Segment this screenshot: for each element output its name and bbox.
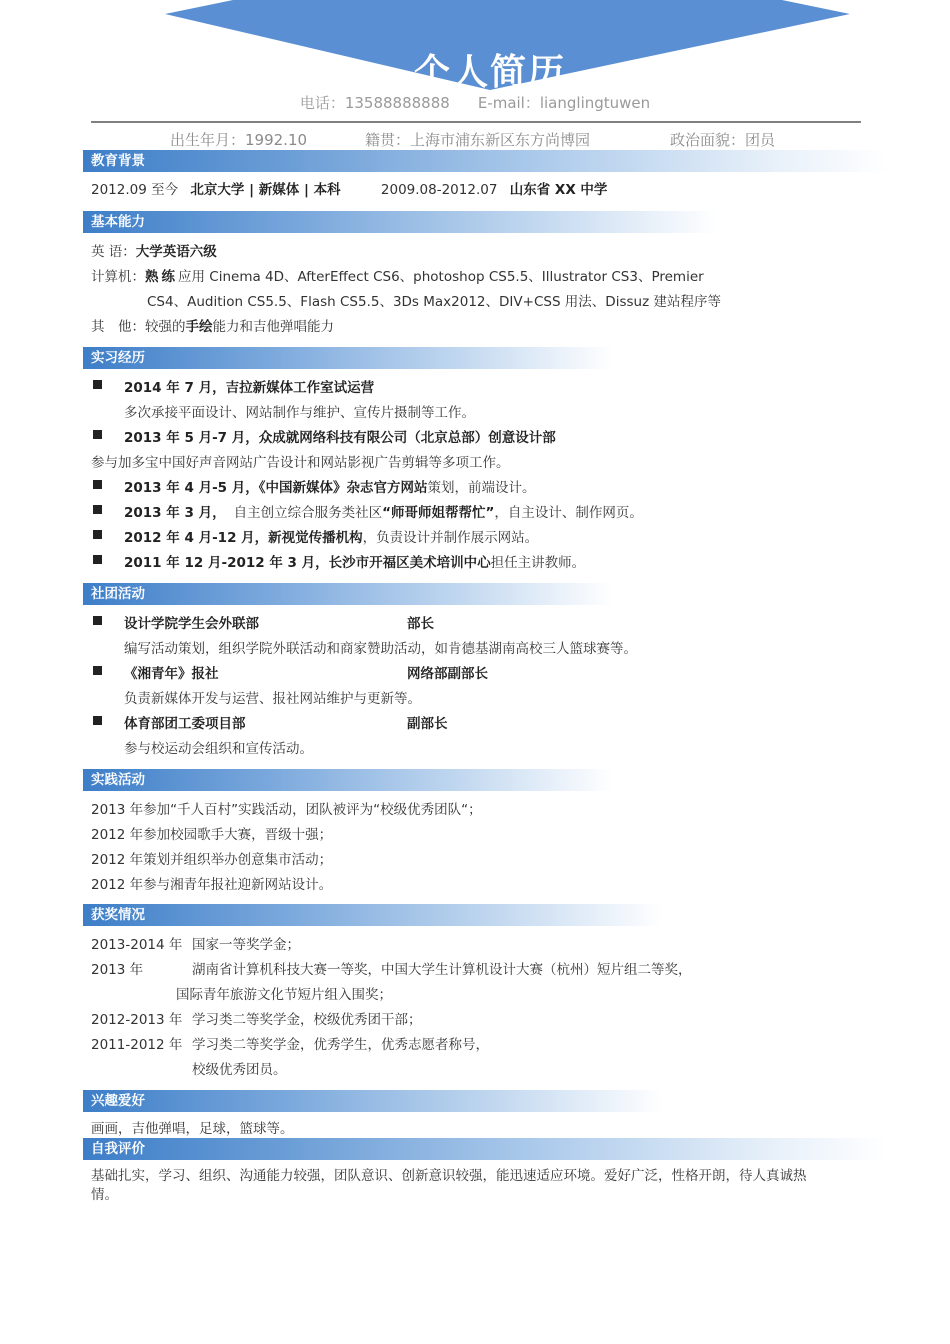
section-heading-skills: 基本能力: [83, 211, 718, 233]
award-3-year: 2012-2013 年: [91, 1012, 183, 1028]
internship-3-bold: 2013 年 4 月-5 月，《中国新媒体》杂志官方网站: [124, 480, 428, 496]
skill-computer-line2: CS4、Audition CS5.5、Flash CS5.5、3Ds Max2012、DIV+CSS 用法、Dissuz 建站程序等: [147, 294, 721, 310]
award-2-year: 2013 年: [91, 962, 144, 978]
education-2-date: 2009.08-2012.07: [380, 182, 498, 198]
internship-6: [124, 551, 585, 571]
education-2-school: 山东省 XX 中学: [509, 182, 608, 198]
practice-4: 2012 年参与湘青年报社迎新网站设计。: [91, 877, 333, 893]
club-3-org: 体育部团工委项目部: [124, 716, 246, 732]
internship-4: [124, 501, 643, 521]
club-3-desc: 参与校运动会组织和宣传活动。: [124, 741, 313, 757]
birth-date: 出生年月：1992.10: [170, 131, 308, 149]
bullet-icon: [93, 480, 102, 489]
skill-other: [91, 315, 334, 335]
skill-computer-bold: 熟练: [145, 269, 178, 285]
hobbies-text: 画画，吉他弹唱，足球，篮球等。: [91, 1121, 294, 1137]
education-1-date: 2012.09 至今: [91, 182, 179, 198]
skill-other-post: 能力和吉他弹唱能力: [212, 319, 334, 335]
club-3-role: 副部长: [407, 716, 448, 732]
phone-text: 电话：13588888888: [299, 94, 450, 112]
section-heading-internship: 实习经历: [83, 347, 613, 369]
self-eval-line2: 情。: [91, 1187, 118, 1203]
practice-1: 2013 年参加“千人百村”实践活动，团队被评为“校级优秀团队“；: [91, 802, 482, 818]
internship-1-desc: 多次承接平面设计、网站制作与维护、宣传片摄制等工作。: [124, 405, 475, 421]
internship-6-rest: 担任主讲教师。: [490, 555, 586, 571]
skill-other-bold: 手绘: [185, 319, 213, 335]
email-text: E-mail：lianglingtuwen: [477, 94, 651, 112]
internship-3-rest: 策划，前端设计。: [427, 480, 536, 496]
education-row: [91, 178, 607, 198]
bullet-icon: [93, 616, 102, 625]
internship-4-bold2: “师哥师姐帮帮忙”: [382, 505, 495, 521]
self-eval-line1: 基础扎实，学习、组织、沟通能力较强，团队意识、创新意识较强，能迅速适应环境。爱好广泛，性格开朗，待人真诚热: [91, 1168, 807, 1184]
award-3-text: 学习类二等奖学金，校级优秀团干部；: [192, 1012, 422, 1028]
award-2-text2: 国际青年旅游文化节短片组入围奖；: [176, 987, 392, 1003]
practice-3: 2012 年策划并组织举办创意集市活动；: [91, 852, 333, 868]
bullet-icon: [93, 380, 102, 389]
award-1-text: 国家一等奖学金；: [192, 937, 300, 953]
internship-4-mid: 自主创立综合服务类社区: [233, 505, 383, 521]
internship-4-rest: ，自主设计、制作网页。: [494, 505, 643, 521]
section-heading-hobbies: 兴趣爱好: [83, 1090, 663, 1112]
internship-4-bold: 2013 年 3 月，: [124, 505, 226, 521]
bullet-icon: [93, 530, 102, 539]
internship-5-bold: 2012 年 4 月-12 月，新视觉传播机构: [124, 530, 363, 546]
section-heading-awards: 获奖情况: [83, 904, 663, 926]
award-2-text: 湖南省计算机科技大赛一等奖，中国大学生计算机设计大赛（杭州）短片组二等奖，: [192, 962, 692, 978]
award-4-text: 学习类二等奖学金，优秀学生，优秀志愿者称号，: [192, 1037, 489, 1053]
internship-2-title: 2013 年 5 月-7 月，众成就网络科技有限公司（北京总部）创意设计部: [124, 430, 556, 446]
award-4-text2: 校级优秀团员。: [192, 1062, 287, 1078]
practice-2: 2012 年参加校园歌手大赛，晋级十强；: [91, 827, 333, 843]
internship-6-bold: 2011 年 12 月-2012 年 3 月，长沙市开福区美术培训中心: [124, 555, 491, 571]
education-1-school: 北京大学 | 新媒体 | 本科: [190, 182, 341, 198]
political-status: 政治面貌：团员: [670, 131, 776, 149]
native-place: 籍贯：上海市浦东新区东方尚博园: [365, 131, 591, 149]
internship-2-desc: 参与加多宝中国好声音网站广告设计和网站影视广告剪辑等多项工作。: [91, 455, 510, 471]
club-1-role: 部长: [407, 616, 434, 632]
internship-5: [124, 526, 538, 546]
award-4-year: 2011-2012 年: [91, 1037, 183, 1053]
page-title: 个人简历: [413, 52, 566, 93]
club-2-org: 《湘青年》报社: [124, 666, 219, 682]
internship-3: [124, 476, 536, 496]
club-2-desc: 负责新媒体开发与运营、报社网站维护与更新等。: [124, 691, 421, 707]
section-heading-education: 教育背景: [83, 150, 888, 172]
award-1-year: 2013-2014 年: [91, 937, 183, 953]
skill-other-label: 其 他：: [91, 319, 145, 335]
header-divider: [91, 121, 861, 123]
internship-1-title: 2014 年 7 月，吉拉新媒体工作室试运营: [124, 380, 375, 396]
skill-other-pre: 较强的: [145, 319, 186, 335]
skill-computer: [91, 265, 704, 285]
section-heading-clubs: 社团活动: [83, 583, 613, 605]
skill-computer-label: 计算机：: [91, 269, 145, 285]
skill-english: [91, 240, 217, 260]
club-1-desc: 编写活动策划，组织学院外联活动和商家赞助活动，如肯德基湖南高校三人篮球赛等。: [124, 641, 637, 657]
bullet-icon: [93, 505, 102, 514]
section-heading-practice: 实践活动: [83, 769, 613, 791]
club-2-role: 网络部副部长: [407, 666, 488, 682]
internship-5-rest: ，负责设计并制作展示网站。: [362, 530, 539, 546]
bullet-icon: [93, 716, 102, 725]
skill-computer-line1: 应用 Cinema 4D、AfterEffect CS6、photoshop CS5.5、Illustrator CS3、Premier: [178, 269, 704, 285]
contact-line: [0, 92, 950, 113]
club-1-org: 设计学院学生会外联部: [124, 616, 259, 632]
skill-english-label: 英 语：: [91, 244, 136, 260]
bullet-icon: [93, 666, 102, 675]
bullet-icon: [93, 555, 102, 564]
skill-english-value: 大学英语六级: [135, 244, 217, 260]
bullet-icon: [93, 430, 102, 439]
section-heading-self-eval: 自我评价: [83, 1138, 888, 1160]
